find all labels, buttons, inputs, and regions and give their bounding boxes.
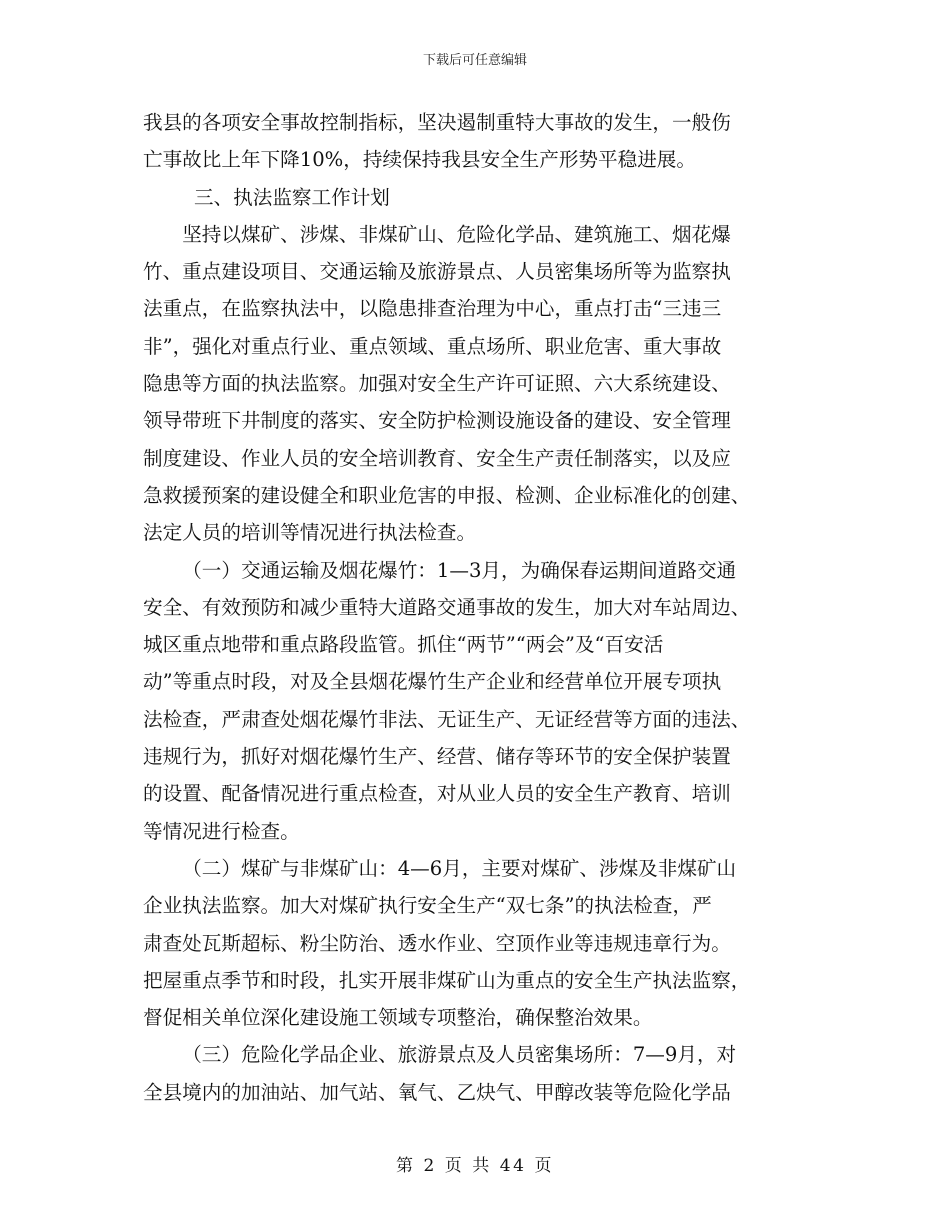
text-line: （二）煤矿与非煤矿山：4—6月，主要对煤矿、涉煤及非煤矿山 (182, 856, 737, 880)
text-line: 亡事故比上年下降10%，持续保持我县安全生产形势平稳进展。 (143, 148, 696, 172)
text-line: 企业执法监察。加大对煤矿执行安全生产“双七条”的执法检查，严 (143, 894, 712, 918)
page-number: 第 2 页 共 44 页 (395, 1156, 555, 1176)
text-line: 法检查，严肃查处烟花爆竹非法、无证生产、无证经营等方面的违法、 (143, 707, 751, 731)
text-line: 肃查处瓦斯超标、粉尘防治、透水作业、空顶作业等违规违章行为。 (143, 931, 731, 955)
text-line: （一）交通运输及烟花爆竹：1—3月，为确保春运期间道路交通 (182, 558, 737, 582)
paragraph-4 (143, 850, 807, 1036)
text-line: 法定人员的培训等情况进行执法检查。 (143, 521, 477, 545)
text-line: 法重点，在监察执法中，以隐患排查治理为中心，重点打击“三违三 (143, 297, 722, 321)
text-line: 领导带班下井制度的落实、安全防护检测设施设备的建设、安全管理 (143, 409, 731, 433)
paragraph-2 (143, 216, 807, 552)
text-line: 隐患等方面的执法监察。加强对安全生产许可证照、六大系统建设、 (143, 372, 731, 396)
text-line: 督促相关单位深化建设施工领域专项整治，确保整治效果。 (143, 1006, 653, 1030)
text-line: 的设置、配备情况进行重点检查，对从业人员的安全生产教育、培训 (143, 782, 731, 806)
text-line: 城区重点地带和重点路段监管。抓住“两节”“两会”及“百安活 (143, 633, 664, 657)
text-line: 非”，强化对重点行业、重点领域、重点场所、职业危害、重大事故 (143, 334, 722, 358)
section-heading: 三、执法监察工作计划 (193, 185, 390, 209)
text-line: 竹、重点建设项目、交通运输及旅游景点、人员密集场所等为监察执 (143, 260, 731, 284)
paragraph-3 (143, 552, 807, 850)
text-line: （三）危险化学品企业、旅游景点及人员密集场所：7—9月，对 (182, 1043, 737, 1067)
text-line: 急救援预案的建设健全和职业危害的申报、检测、企业标准化的创建、 (143, 483, 751, 507)
page-header: 下载后可任意编辑 (422, 53, 527, 68)
text-line: 制度建设、作业人员的安全培训教育、安全生产责任制落实，以及应 (143, 446, 731, 470)
text-line: 坚持以煤矿、涉煤、非煤矿山、危险化学品、建筑施工、烟花爆 (182, 222, 731, 246)
text-line: 我县的各项安全事故控制指标，坚决遏制重特大事故的发生，一般伤 (143, 111, 731, 134)
text-line: 把屋重点季节和时段，扎实开展非煤矿山为重点的安全生产执法监察， (143, 968, 751, 992)
text-line: 安全、有效预防和减少重特大道路交通事故的发生，加大对车站周边、 (143, 595, 751, 619)
text-line: 动”等重点时段，对及全县烟花爆竹生产企业和经营单位开展专项执 (143, 670, 722, 694)
paragraph-1 (143, 104, 807, 179)
document-body (143, 104, 807, 1111)
paragraph-5 (143, 1036, 807, 1111)
text-line: 违规行为，抓好对烟花爆竹生产、经营、储存等环节的安全保护装置 (143, 745, 731, 769)
text-line: 等情况进行检查。 (143, 819, 300, 843)
text-line: 全县境内的加油站、加气站、氧气、乙炔气、甲醇改装等危险化学品 (143, 1080, 731, 1104)
